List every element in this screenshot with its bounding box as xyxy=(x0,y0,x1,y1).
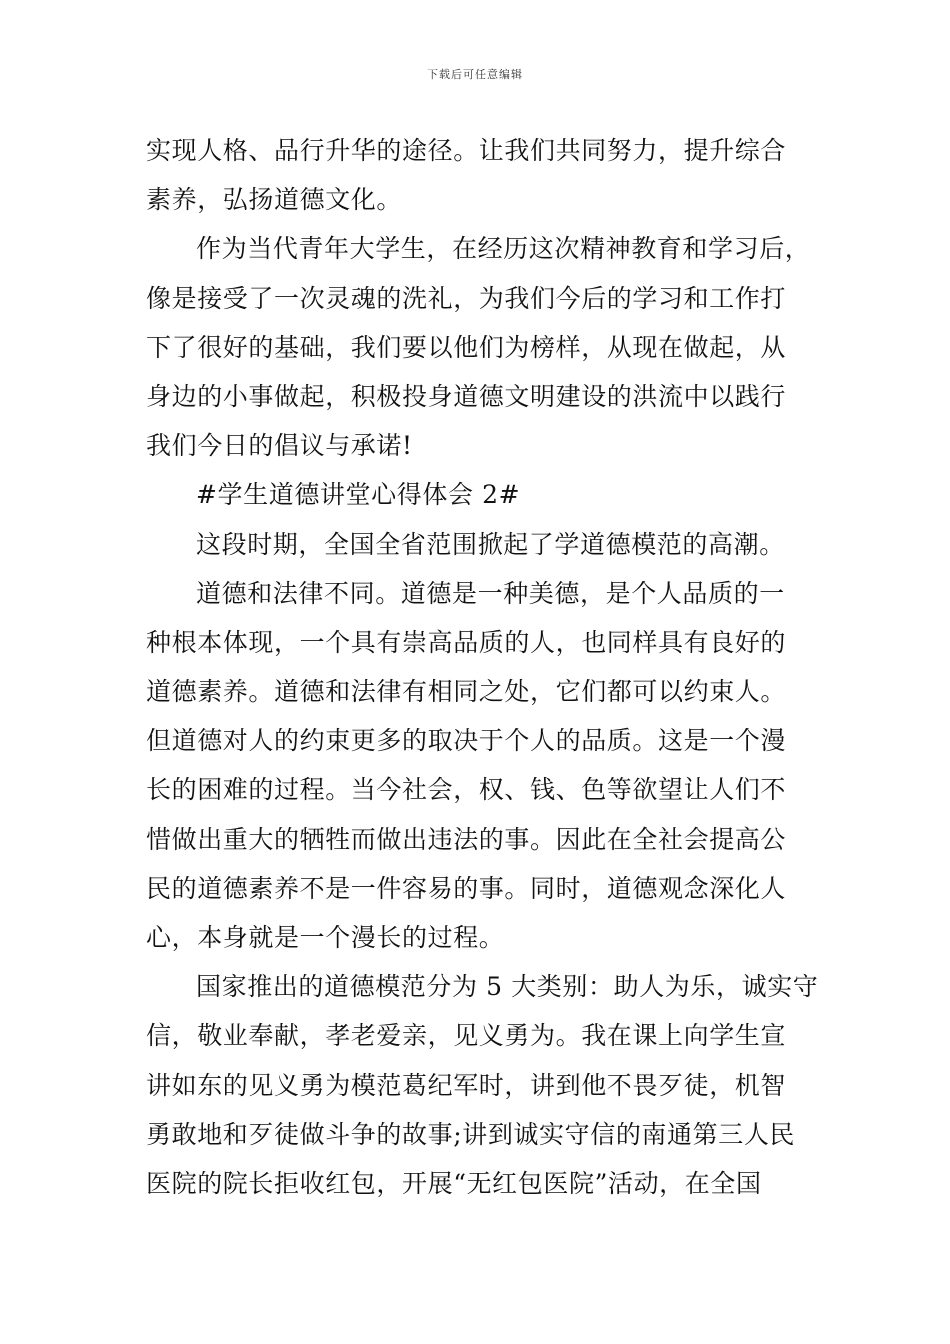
text-line: 素养，弘扬道德文化。 xyxy=(146,185,403,215)
text-line: 长的困难的过程。当今社会，权、钱、色等欲望让人们不 xyxy=(146,775,787,805)
text-line: 国家推出的道德模范分为 5 大类别：助人为乐，诚实守 xyxy=(196,972,819,1002)
text-line: 我们今日的倡议与承诺! xyxy=(146,431,413,461)
text-line: 道德素养。道德和法律有相同之处，它们都可以约束人。 xyxy=(146,677,787,707)
text-line: 下了很好的基础，我们要以他们为榜样，从现在做起，从 xyxy=(146,332,787,362)
section-heading: #学生道德讲堂心得体会 2# xyxy=(196,480,521,510)
text-line: 作为当代青年大学生，在经历这次精神教育和学习后， xyxy=(196,234,811,264)
text-line: 实现人格、品行升华的途径。让我们共同努力，提升综合 xyxy=(146,136,787,165)
text-line: 民的道德素养不是一件容易的事。同时，道德观念深化人 xyxy=(146,873,787,903)
text-line: 信，敬业奉献，孝老爱亲，见义勇为。我在课上向学生宣 xyxy=(146,1021,787,1051)
text-line: 身边的小事做起，积极投身道德文明建设的洪流中以践行 xyxy=(146,381,787,411)
document-body xyxy=(146,126,826,1208)
text-line: 像是接受了一次灵魂的洗礼，为我们今后的学习和工作打 xyxy=(146,283,787,313)
page-header: 下载后可任意编辑 xyxy=(427,68,523,81)
text-line: 心，本身就是一个漫长的过程。 xyxy=(146,923,505,952)
text-line: 惜做出重大的牺牲而做出违法的事。因此在全社会提高公 xyxy=(146,824,787,854)
text-line: 讲如东的见义勇为模范葛纪军时，讲到他不畏歹徒，机智 xyxy=(146,1070,787,1100)
text-line: 医院的院长拒收红包，开展“无红包医院”活动，在全国 xyxy=(146,1168,762,1198)
text-line: 道德和法律不同。道德是一种美德，是个人品质的一 xyxy=(196,578,785,608)
text-line: 种根本体现，一个具有崇高品质的人，也同样具有良好的 xyxy=(146,627,787,657)
text-line: 这段时期，全国全省范围掀起了学道德模范的高潮。 xyxy=(196,529,785,559)
text-line: 但道德对人的约束更多的取决于个人的品质。这是一个漫 xyxy=(146,726,787,756)
text-line: 勇敢地和歹徒做斗争的故事;讲到诚实守信的南通第三人民 xyxy=(146,1119,796,1149)
